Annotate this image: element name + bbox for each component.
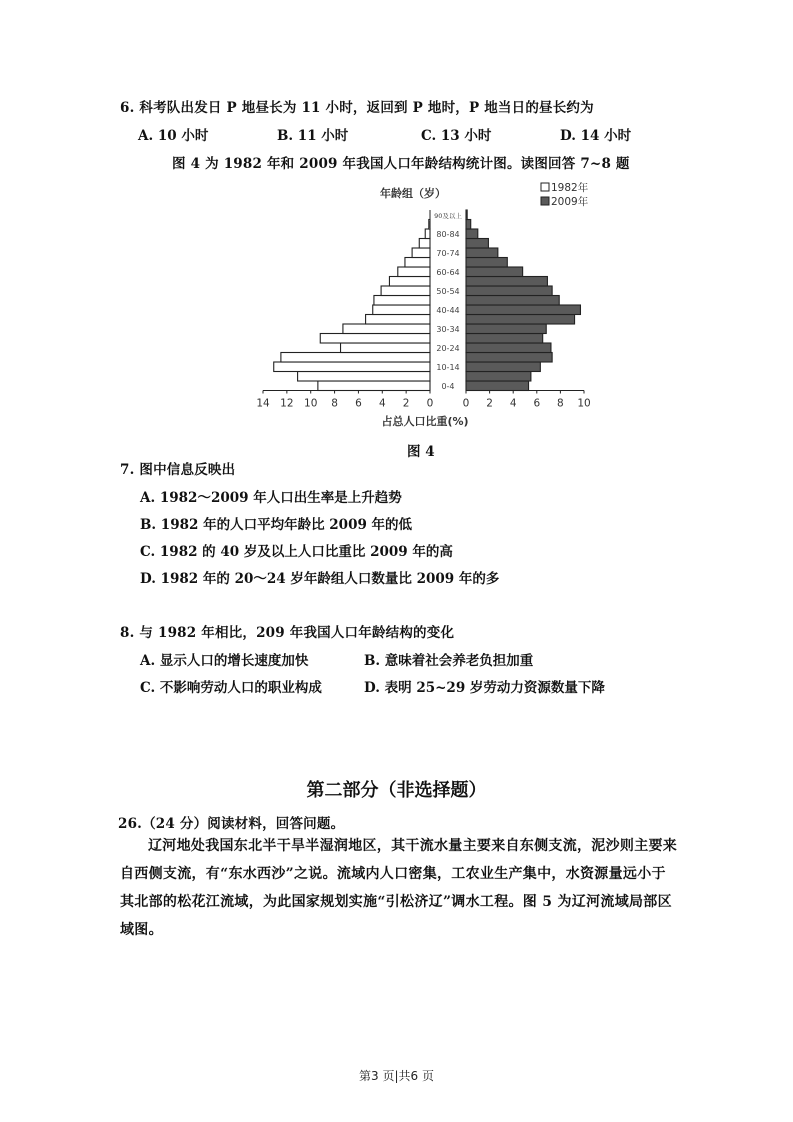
- population-pyramid-chart: [250, 175, 600, 435]
- right-tick-label: 2: [486, 397, 493, 410]
- left-tick-label: 6: [355, 397, 362, 410]
- age-label: 30-34: [436, 324, 460, 334]
- bar-1982-75-79: [419, 239, 430, 249]
- bar-2009-30-34: [466, 324, 546, 334]
- bar-2009-35-39: [466, 315, 575, 325]
- right-tick-label: 10: [577, 397, 591, 410]
- figure-caption: 图 4: [407, 444, 435, 460]
- question-8-stem: 8. 与 1982 年相比，209 年我国人口年龄结构的变化: [120, 625, 455, 641]
- question-6-stem: 6. 科考队出发日 P 地昼长为 11 小时，返回到 P 地时，P 地当日的昼长约为: [120, 100, 594, 116]
- bar-2009-20-24: [466, 343, 551, 353]
- left-tick-label: 0: [426, 397, 434, 410]
- bar-2009-10-14: [466, 362, 540, 372]
- q6-option-d: D. 14 小时: [560, 128, 632, 144]
- q6-option-a: A. 10 小时: [138, 128, 209, 144]
- age-label: 10-14: [436, 362, 460, 372]
- legend-label-1982: 1982年: [551, 182, 589, 194]
- bar-1982-30-34: [343, 324, 430, 334]
- question-26-stem: 26.（24 分）阅读材料，回答问题。: [118, 816, 345, 832]
- bar-1982-10-14: [274, 362, 430, 372]
- age-label: 50-54: [436, 286, 460, 296]
- bar-1982-80-84: [425, 229, 430, 239]
- bar-1982-45-49: [374, 296, 430, 306]
- bar-2009-50-54: [466, 286, 552, 296]
- legend: [541, 181, 589, 208]
- age-label: 20-24: [436, 343, 460, 353]
- bar-2009-65-69: [466, 258, 507, 268]
- bar-1982-60-64: [398, 267, 430, 277]
- bars-2009: [466, 210, 580, 391]
- left-tick-label: 10: [304, 397, 318, 410]
- page-number: 第3 页|共6 页: [359, 1069, 434, 1083]
- legend-swatch-1982: [541, 183, 549, 191]
- left-tick-label: 4: [378, 397, 386, 410]
- bar-2009-55-59: [466, 277, 547, 287]
- q6-option-b: B. 11 小时: [277, 128, 349, 144]
- left-tick-label: 2: [402, 397, 410, 410]
- q7-option-d: D. 1982 年的 20～24 岁年龄组人口数量比 2009 年的多: [140, 571, 500, 587]
- chart-xlabel: 占总人口比重(%): [381, 415, 469, 428]
- q7-option-b: B. 1982 年的人口平均年龄比 2009 年的低: [140, 517, 413, 533]
- age-label: 70-74: [436, 248, 460, 258]
- legend-label-2009: 2009年: [551, 196, 589, 208]
- q8-option-a: A. 显示人口的增长速度加快: [140, 653, 309, 669]
- bar-1982-20-24: [341, 343, 430, 353]
- question-7-stem: 7. 图中信息反映出: [120, 462, 236, 478]
- age-label: 0-4: [441, 381, 455, 391]
- left-tick-label: 14: [256, 397, 270, 410]
- figure-intro: 图 4 为 1982 年和 2009 年我国人口年龄结构统计图。读图回答 7~8 题: [172, 156, 630, 172]
- age-label: 60-64: [436, 267, 460, 277]
- bar-1982-5-9: [298, 372, 430, 382]
- bar-1982-40-44: [373, 305, 430, 315]
- bar-1982-55-59: [389, 277, 430, 287]
- q8-option-d: D. 表明 25~29 岁劳动力资源数量下降: [364, 680, 605, 696]
- bar-2009-40-44: [466, 305, 580, 315]
- right-tick-label: 8: [557, 397, 564, 410]
- tick-labels: [256, 398, 590, 410]
- age-label: 90及以上: [434, 211, 462, 220]
- bar-1982-25-29: [320, 334, 430, 344]
- bar-2009-70-74: [466, 248, 498, 258]
- right-tick-label: 6: [533, 397, 541, 410]
- q7-option-a: A. 1982～2009 年人口出生率是上升趋势: [140, 490, 402, 506]
- question-26-material: 辽河地处我国东北半干旱半湿润地区，其干流水量主要来自东侧支流，泥沙则主要来自西侧支流，有“东水西沙”之说。流域内人口密集，工农业生产集中，水资源量远小于其北部的松花江流域，为此国家规划实施“引松济辽”调水工程。图 5 为辽河流域局部区域图。: [120, 838, 678, 938]
- legend-swatch-2009: [541, 197, 549, 205]
- q6-option-c: C. 13 小时: [421, 128, 492, 144]
- chart-title: 年龄组（岁）: [380, 187, 446, 200]
- right-tick-label: 4: [509, 397, 517, 410]
- bar-1982-50-54: [381, 286, 430, 296]
- left-tick-label: 8: [331, 397, 338, 410]
- q8-option-b: B. 意味着社会养老负担加重: [364, 653, 534, 669]
- bar-2009-0-4: [466, 381, 529, 391]
- bar-2009-60-64: [466, 267, 523, 277]
- bar-2009-85-89: [466, 220, 471, 230]
- age-label: 40-44: [436, 305, 460, 315]
- bar-2009-75-79: [466, 239, 488, 249]
- age-labels: [434, 211, 462, 391]
- bar-2009-80-84: [466, 229, 478, 239]
- bar-2009-25-29: [466, 334, 543, 344]
- part-2-title: 第二部分（非选择题）: [306, 780, 487, 801]
- left-tick-label: 12: [280, 397, 294, 410]
- bar-1982-0-4: [318, 381, 430, 391]
- q8-option-c: C. 不影响劳动人口的职业构成: [140, 680, 322, 696]
- bar-1982-65-69: [405, 258, 430, 268]
- q7-option-c: C. 1982 的 40 岁及以上人口比重比 2009 年的高: [140, 544, 453, 560]
- bar-2009-45-49: [466, 296, 559, 306]
- bar-1982-70-74: [412, 248, 430, 258]
- bar-1982-15-19: [281, 353, 430, 363]
- age-label: 80-84: [436, 229, 460, 239]
- bar-1982-35-39: [366, 315, 430, 325]
- bar-2009-5-9: [466, 372, 531, 382]
- right-tick-label: 0: [462, 397, 470, 410]
- bar-2009-15-19: [466, 353, 552, 363]
- bars-1982: [274, 220, 430, 391]
